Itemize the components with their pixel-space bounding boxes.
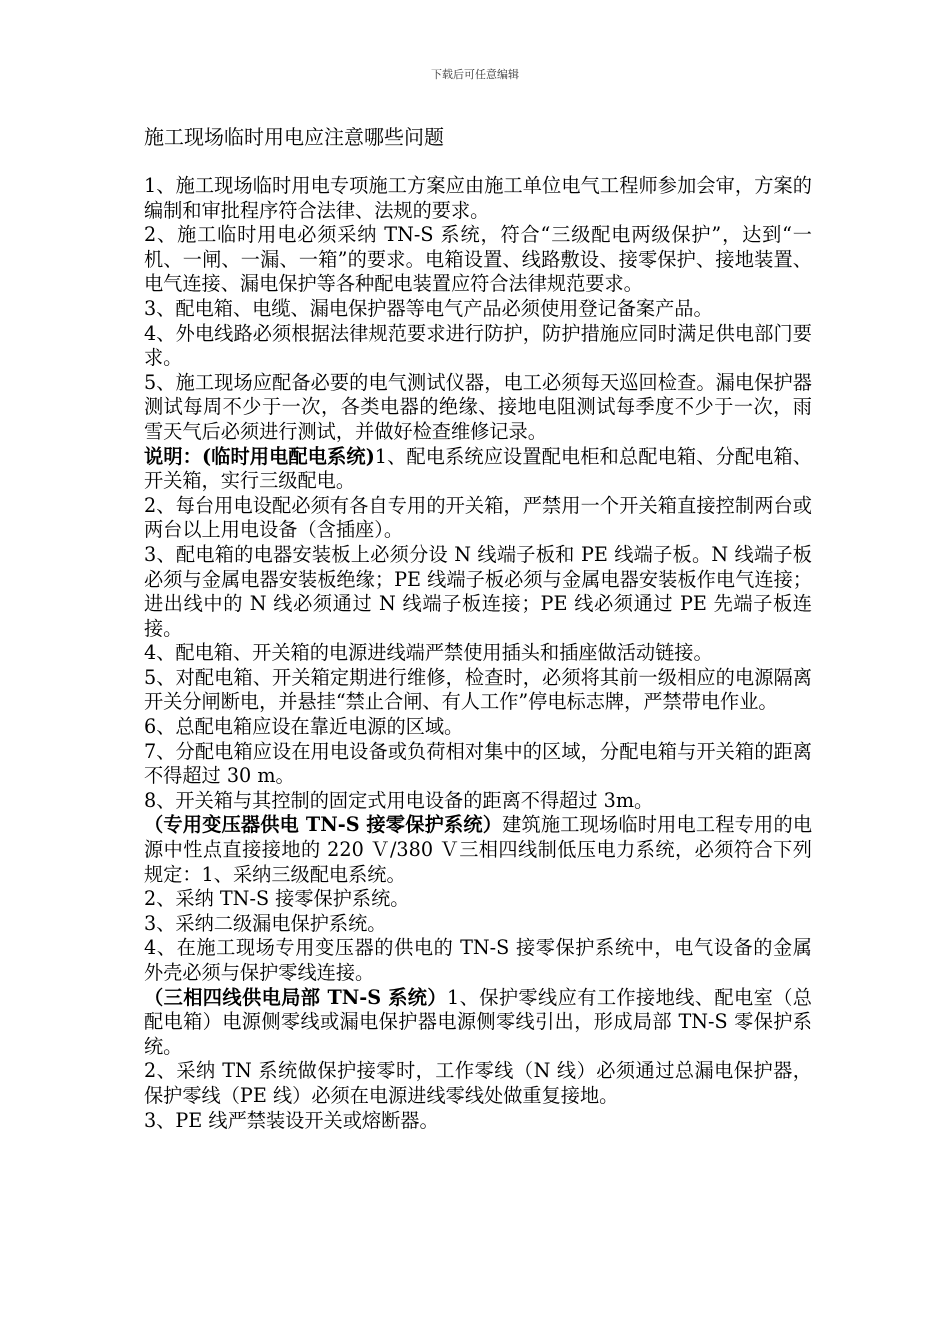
paragraph-text: 5、施工现场应配备必要的电气测试仪器，电工必须每天巡回检查。漏电保护器测试每周不少于一次，各类电器的绝缘、接地电阻测试每季度不少于一次，雨雪天气后必须进行测试，并做好检查维修记录。 <box>144 370 812 443</box>
paragraph <box>144 887 812 912</box>
paragraph <box>144 494 812 543</box>
paragraph-text: 1、配电系统应设置配电柜和总配电箱、分配电箱、开关箱，实行三级配电。 <box>144 444 812 493</box>
paragraph <box>144 1109 812 1134</box>
document-title: 施工现场临时用电应注意哪些问题 <box>144 125 444 149</box>
paragraph-text: 建筑施工现场临时用电工程专用的电源中性点直接接地的 220 Ｖ/380 Ｖ三相四线制低压电力系统，必须符合下列规定：1、采纳三级配电系统。 <box>144 813 813 886</box>
paragraph <box>144 543 812 641</box>
paragraph-text: 6、总配电箱应设在靠近电源的区域。 <box>144 715 464 739</box>
paragraph-text: 7、分配电箱应设在用电设备或负荷相对集中的区域，分配电箱与开关箱的距离不得超过 30 m。 <box>144 739 812 788</box>
paragraph-text: 3、配电箱、电缆、漏电保护器等电气产品必须使用登记备案产品。 <box>144 296 713 320</box>
paragraph-bold-lead: 说明：(临时用电配电系统) <box>144 444 375 468</box>
paragraph-text: 8、开关箱与其控制的固定式用电设备的距离不得超过 3m。 <box>144 788 654 812</box>
paragraph <box>144 322 812 371</box>
paragraph <box>144 371 812 445</box>
paragraph <box>144 740 812 789</box>
paragraph-text: 5、对配电箱、开关箱定期进行维修，检查时，必须将其前一级相应的电源隔离开关分闸断电，并悬挂“禁止合闸、有人工作”停电标志牌，严禁带电作业。 <box>144 665 812 714</box>
paragraph-text: 2、施工临时用电必须采纳 TN-S 系统，符合“三级配电两级保护”，达到“一机、一闸、一漏、一箱”的要求。电箱设置、线路敷设、接零保护、接地装置、电气连接、漏电保护等各种配电装置应符合法律规范要求。 <box>144 223 812 296</box>
paragraph <box>144 936 812 985</box>
paragraph-text: 2、每台用电设配必须有各自专用的开关箱，严禁用一个开关箱直接控制两台或两台以上用电设备（含插座）。 <box>144 493 812 542</box>
paragraph-text: 4、配电箱、开关箱的电源进线端严禁使用插头和插座做活动链接。 <box>144 641 713 665</box>
paragraph-bold-lead: （专用变压器供电 TN-S 接零保护系统） <box>144 813 503 837</box>
paragraph <box>144 986 812 1060</box>
paragraph-bold-lead: （三相四线供电局部 TN-S 系统） <box>144 985 448 1009</box>
paragraph <box>144 223 812 297</box>
paragraph <box>144 445 812 494</box>
paragraph-text: 4、外电线路必须根据法律规范要求进行防护，防护措施应同时满足供电部门要求。 <box>144 321 812 370</box>
paragraph-text: 3、配电箱的电器安装板上必须分设 N 线端子板和 PE 线端子板。N 线端子板必须与金属电器安装板绝缘；PE 线端子板必须与金属电器安装板作电气连接；进出线中的 N 线必须通过 N 线端子板连接；PE 线必须通过 PE 先端子板连接。 <box>144 542 812 640</box>
paragraph <box>144 912 812 937</box>
paragraph <box>144 174 812 223</box>
paragraph-text: 1、保护零线应有工作接地线、配电室（总配电箱）电源侧零线或漏电保护器电源侧零线引出，形成局部 TN-S 零保护系统。 <box>144 985 812 1058</box>
paragraph-text: 2、采纳 TN 系统做保护接零时，工作零线（N 线）必须通过总漏电保护器，保护零线（PE 线）必须在电源进线零线处做重复接地。 <box>144 1059 812 1107</box>
paragraph-text: 3、PE 线严禁装设开关或熔断器。 <box>144 1108 439 1132</box>
paragraph <box>144 715 812 740</box>
document-body <box>144 174 812 1133</box>
header-note: 下载后可任意编辑 <box>431 68 519 81</box>
paragraph-text: 3、采纳二级漏电保护系统。 <box>144 911 387 935</box>
paragraph <box>144 789 812 814</box>
paragraph <box>144 297 812 322</box>
paragraph-text: 2、采纳 TN-S 接零保护系统。 <box>144 887 410 911</box>
paragraph <box>144 666 812 715</box>
paragraph <box>144 813 812 887</box>
paragraph <box>144 641 812 666</box>
paragraph-text: 1、施工现场临时用电专项施工方案应由施工单位电气工程师参加会审，方案的编制和审批程序符合法律、法规的要求。 <box>144 174 812 222</box>
paragraph <box>144 1059 812 1108</box>
paragraph-text: 4、在施工现场专用变压器的供电的 TN-S 接零保护系统中，电气设备的金属外壳必须与保护零线连接。 <box>144 936 812 984</box>
